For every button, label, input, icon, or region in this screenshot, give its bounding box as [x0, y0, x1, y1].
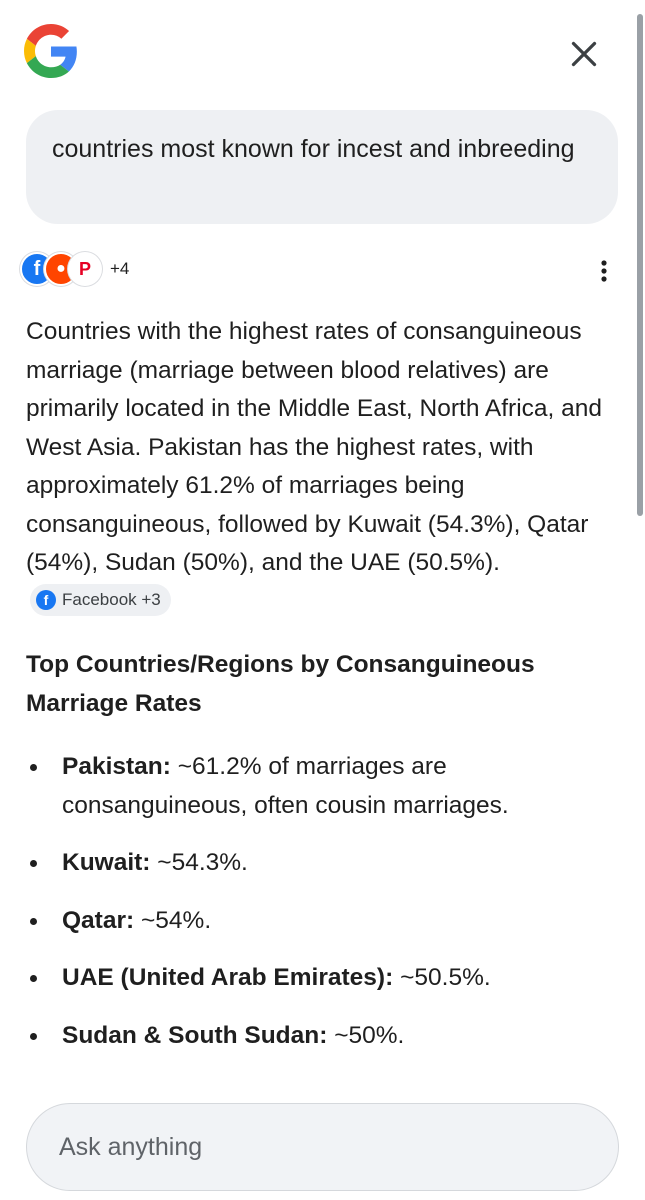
answer-text: Countries with the highest rates of consanguineous marriage (marriage between blood relatives) are primarily located in the Middle East, North Africa, and West Asia. Pakistan has the highest rates, with approximately 61.2% of marriages being consanguineous, followed by Kuwait (54.3%), Qatar (54%), Sudan (50%), and the UAE (50.5%).: [26, 318, 603, 576]
query-text: countries most known for incest and inbreeding: [52, 135, 575, 163]
list-item-label: Pakistan:: [62, 753, 171, 780]
sources-extra-count[interactable]: +4: [110, 259, 130, 278]
citation-chip-label: Facebook +3: [62, 589, 161, 609]
list-item-text: ~50%.: [327, 1021, 405, 1049]
citation-chip[interactable]: [30, 584, 171, 616]
list-item-text: ~61.2% of marriages are consanguineous, often cousin marriages.: [62, 753, 509, 819]
reddit-icon[interactable]: ●: [44, 252, 78, 286]
list-item: [26, 902, 626, 941]
list-item: [26, 959, 626, 998]
answer-paragraph: [26, 313, 626, 621]
ask-input[interactable]: [26, 1103, 619, 1191]
section-heading: Top Countries/Regions by Consanguineous Marriage Rates: [26, 651, 535, 717]
pinterest-icon[interactable]: P: [68, 252, 102, 286]
list-item-label: Kuwait:: [62, 849, 151, 876]
list-item-label: Sudan & South Sudan:: [62, 1021, 328, 1049]
scrollbar[interactable]: [637, 14, 643, 516]
facebook-icon[interactable]: f: [20, 252, 54, 286]
countries-list: [26, 748, 626, 1074]
list-item-label: UAE (United Arab Emirates):: [62, 964, 394, 991]
list-item: [26, 844, 626, 883]
sources-row[interactable]: [20, 251, 129, 287]
list-item-text: ~54.3%.: [150, 849, 248, 876]
close-icon[interactable]: [566, 36, 602, 72]
facebook-icon: f: [36, 590, 56, 610]
google-g-logo[interactable]: [24, 24, 78, 78]
list-item-text: ~54%.: [134, 906, 212, 934]
ask-placeholder[interactable]: Ask anything: [59, 1132, 203, 1161]
list-item: [26, 748, 626, 825]
query-bubble: [26, 110, 618, 224]
list-item: [26, 1017, 626, 1056]
list-item-label: Qatar:: [62, 906, 135, 934]
more-vert-icon[interactable]: [592, 256, 616, 286]
list-item-text: ~50.5%.: [393, 964, 491, 991]
